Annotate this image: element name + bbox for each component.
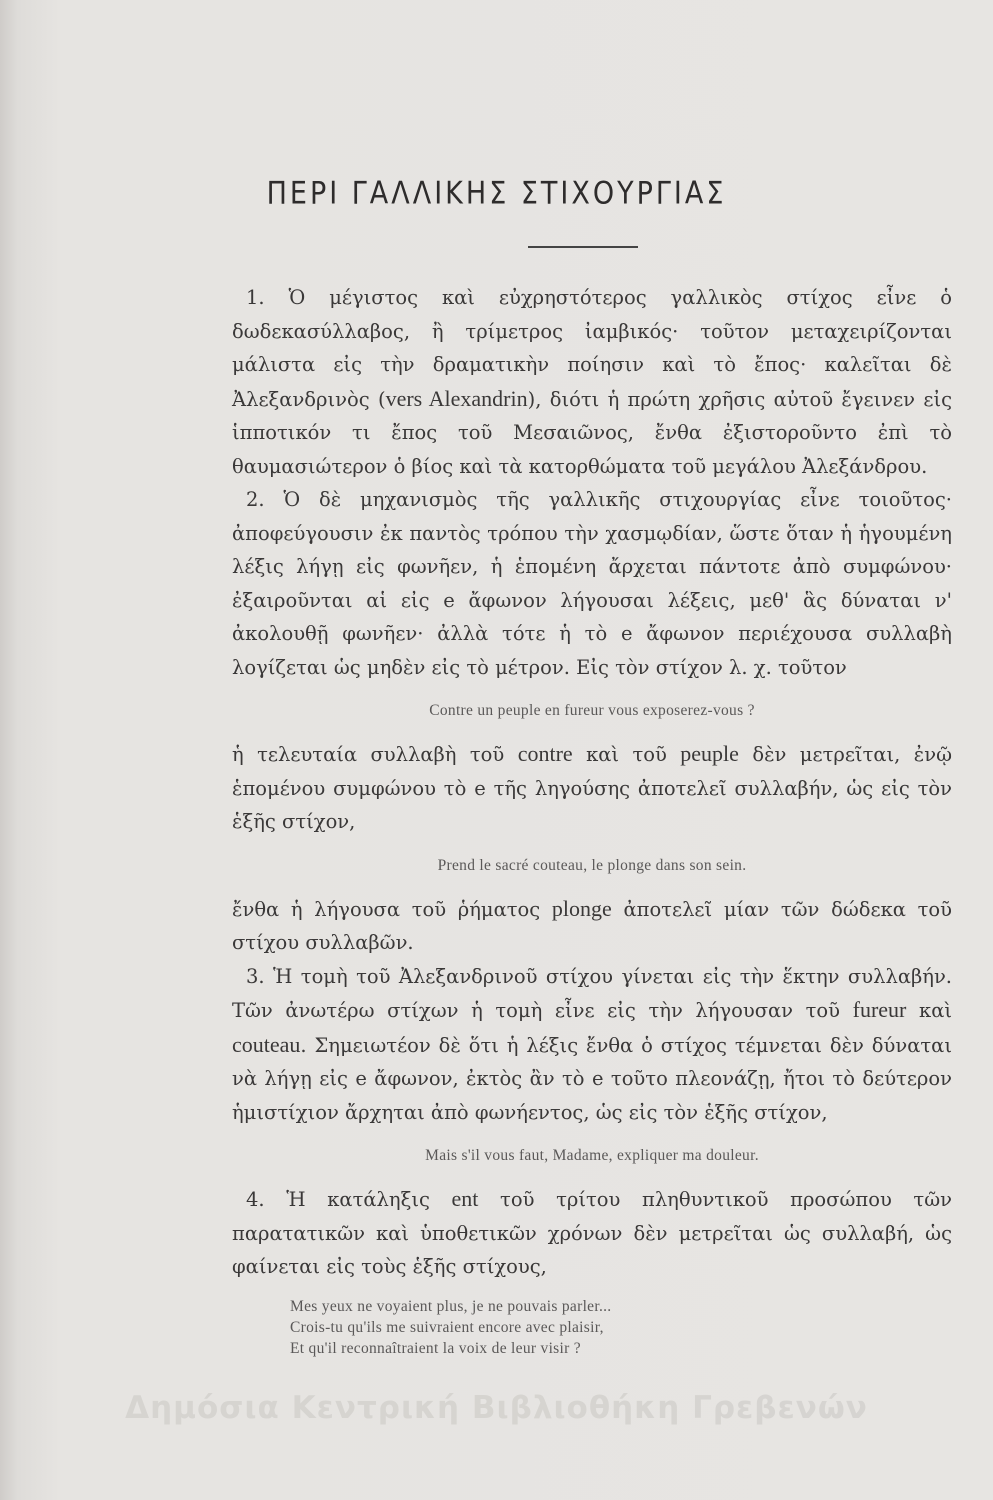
- paragraph-1: [232, 281, 952, 483]
- text-segment: καὶ τοῦ: [572, 743, 681, 766]
- latin-word-plonge: plonge: [551, 895, 612, 921]
- paragraph-3: [232, 960, 952, 1130]
- title-divider: [528, 246, 638, 248]
- text-segment: δὲν μετρεῖται, ἐνῷ ἑπομένου συμφώνου τὸ e τῆς ληγούσης ἀποτελεῖ συλλαβήν, ὡς εἰς τὸν ἑξῆς στίχον,: [232, 743, 952, 833]
- latin-word-peuple: peuple: [680, 741, 739, 766]
- latin-word-fureur: fureur: [852, 997, 907, 1022]
- paragraph-2-continuation: [232, 737, 952, 839]
- latin-word-contre: contre: [517, 741, 573, 766]
- text-segment: 4. Ἡ κατάληξις: [246, 1188, 452, 1211]
- library-watermark: Δημόσια Κεντρική Βιβλιοθήκη Γρεβενών: [125, 1390, 868, 1426]
- verse-example-1: Contre un peuple en fureur vous exposerez-vous ?: [429, 702, 755, 719]
- verse-example-3: Mais s'il vous faut, Madame, expliquer ma douleur.: [425, 1147, 759, 1164]
- body-text: [232, 281, 952, 1363]
- paragraph-2-end: [232, 892, 952, 960]
- text-segment: ἡ τελευταία συλλαβὴ τοῦ: [232, 743, 518, 766]
- verse-line: Mes yeux ne voyaient plus, je ne pouvais parler...: [290, 1297, 612, 1315]
- text-segment: ἔνθα ἡ λήγουσα τοῦ ῥήματος: [232, 897, 552, 921]
- verse-line: Crois-tu qu'ils me suivraient encore avec plaisir,: [290, 1318, 604, 1336]
- paragraph-1-text-a: 1. Ὁ μέγιστος καὶ εὐχρηστότερος γαλλικὸς στίχος εἶνε ὁ δωδεκασύλλαβος, ἢ τρίμετρος ἰαμβικός· τοῦτον μεταχειρίζονται μάλιστα εἰς τὴν δραματικὴν ποίησιν καὶ τὸ ἔπος· καλεῖται δὲ Ἀλεξανδρινὸς (: [232, 286, 952, 411]
- text-segment: 3. Ἡ τομὴ τοῦ Ἀλεξανδρινοῦ στίχου γίνεται εἰς τὴν ἕκτην συλλαβήν. Τῶν ἀνωτέρω στίχων ἡ τομὴ εἶνε εἰς τὴν λήγουσαν τοῦ: [232, 964, 952, 1022]
- paragraph-2: 2. Ὁ δὲ μηχανισμὸς τῆς γαλλικῆς στιχουργίας εἶνε τοιοῦτος· ἀποφεύγουσιν ἐκ παντὸς τρόπου τὴν χασμῳδίαν, ὥστε ὅταν ἡ ἡγουμένη λέξις λήγῃ εἰς φωνῆεν, ἡ ἑπομένη ἄρχεται πάντοτε ἀπὸ συμφώνου· ἐξαιροῦνται αἱ εἰς e ἄφωνον λήγουσαι λέξεις, μεθ' ἃς δύναται ν' ἀκολουθῇ φωνῆεν· ἀλλὰ τότε ἡ τὸ e ἄφωνον περιέχουσα συλλαβὴ λογίζεται ὡς μηδὲν εἰς τὸ μέτρον. Εἰς τὸν στίχον λ. χ. τοῦτον: [232, 488, 952, 679]
- latin-word-ent: ent: [451, 1186, 479, 1211]
- page-title: ΠΕΡΙ ΓΑΛΛΙΚΗΣ ΣΤΙΧΟΥΡΓΙΑΣ: [266, 175, 727, 212]
- paragraph-4: [232, 1182, 952, 1284]
- paragraph-1-text-b: ), διότι ἡ πρώτη χρῆσις αὐτοῦ ἔγεινεν εἰς ἱπποτικόν τι ἔπος τοῦ Μεσαιῶνος, ἔνθα ἐξιστοροῦντο ἐπὶ τὸ θαυμασιώτερον ὁ βίος καὶ τὰ κατορθώματα τοῦ μεγάλου Ἀλεξάνδρου.: [232, 387, 953, 478]
- latin-term: vers Alexandrin: [385, 385, 528, 411]
- verse-block: [290, 1296, 952, 1359]
- latin-word-couteau: couteau: [232, 1031, 301, 1057]
- text-segment: τοῦ τρίτου πληθυντικοῦ προσώπου τῶν παρατατικῶν καὶ ὑποθετικῶν χρόνων δὲν μετρεῖται ὡς συλλαβή, ὡς φαίνεται εἰς τοὺς ἑξῆς στίχους,: [232, 1188, 952, 1278]
- verse-example-2: Prend le sacré couteau, le plonge dans son sein.: [437, 856, 747, 874]
- text-segment: . Σημειωτέον δὲ ὅτι ἡ λέξις ἔνθα ὁ στίχος τέμνεται δὲν δύναται νὰ λήγῃ εἰς e ἄφωνον, ἐκτὸς ἂν τὸ e τοῦτο πλεονάζῃ, ἤτοι τὸ δεύτερον ἡμιστίχιον ἄρχηται ἀπὸ φωνήεντος, ὡς εἰς τὸν ἑξῆς στίχον,: [232, 1033, 952, 1124]
- verse-line: Et qu'il reconnaîtraient la voix de leur visir ?: [290, 1339, 581, 1357]
- text-segment: ἀποτελεῖ μίαν τῶν δώδεκα τοῦ στίχου συλλαβῶν.: [232, 897, 952, 954]
- text-segment: καὶ: [906, 999, 953, 1022]
